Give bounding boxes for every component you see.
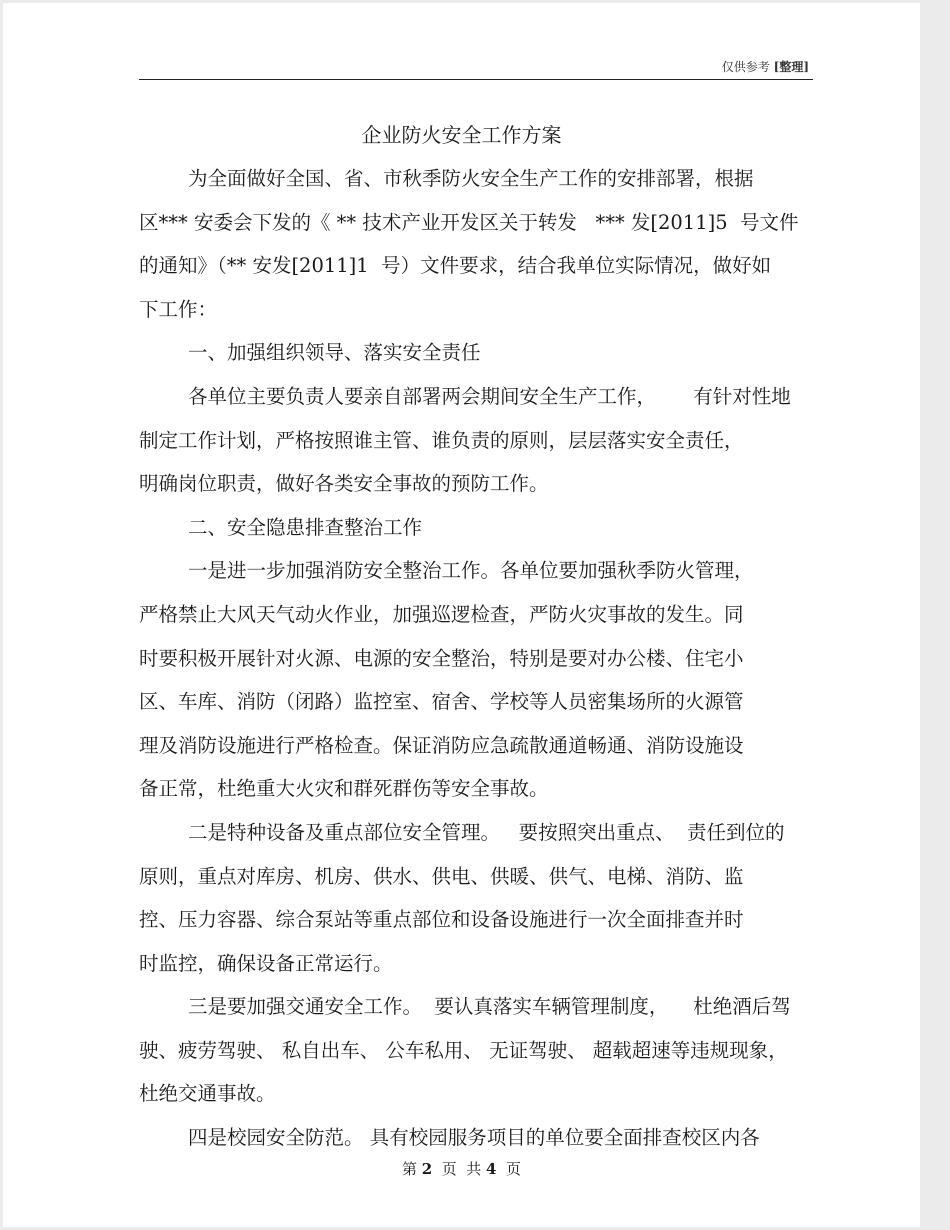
text-line: 备正常，杜绝重大火灾和群死群伤等安全事故。 xyxy=(139,777,549,801)
page-footer xyxy=(3,1158,920,1179)
text-line: 明确岗位职责，做好各类安全事故的预防工作。 xyxy=(139,472,549,496)
text-line: 控、压力容器、综合泵站等重点部位和设备设施进行一次全面排查并时 xyxy=(139,908,744,932)
text-line: 制定工作计划，严格按照谁主管、谁负责的原则，层层落实安全责任， xyxy=(139,428,744,452)
text-line: 三是要加强交通安全工作。 要认真落实车辆管理制度， 杜绝酒后驾 xyxy=(188,995,791,1019)
text-line: 时监控，确保设备正常运行。 xyxy=(139,951,393,975)
text-line: 四是校园安全防范。 具有校园服务项目的单位要全面排查校区内各 xyxy=(188,1126,760,1150)
text-line: 各单位主要负责人要亲自部署两会期间安全生产工作， 有针对性地 xyxy=(188,384,791,408)
footer-total-pages: 4 xyxy=(486,1160,497,1178)
footer-middle: 页 共 xyxy=(432,1160,487,1178)
text-line: 理及消防设施进行严格检查。保证消防应急疏散通道畅通、消防设施设 xyxy=(139,733,744,757)
footer-page-number: 2 xyxy=(421,1160,433,1178)
header-divider xyxy=(139,79,813,80)
header-note-text: 仅供参考 xyxy=(721,60,770,74)
footer-prefix: 第 xyxy=(401,1160,422,1178)
text-line: 一是进一步加强消防安全整治工作。各单位要加强秋季防火管理， xyxy=(188,559,754,583)
header-note xyxy=(722,58,809,75)
text-line: 严格禁止大风天气动火作业，加强巡逻检查，严防火灾事故的发生。同 xyxy=(139,602,744,626)
text-line: 为全面做好全国、省、市秋季防火安全生产工作的安排部署，根据 xyxy=(188,167,754,190)
text-line: 二、安全隐患排查整治工作 xyxy=(188,515,423,539)
document-title: 企业防火安全工作方案 xyxy=(361,123,562,147)
text-line: 下工作： xyxy=(139,297,218,321)
document-page xyxy=(3,3,920,1227)
text-line: 二是特种设备及重点部位安全管理。 要按照突出重点、 责任到位的 xyxy=(188,820,785,844)
text-line: 杜绝交通事故。 xyxy=(139,1082,276,1106)
text-line: 区*** 安委会下发的《 ** 技术产业开发区关于转发 *** 发[2011]5 号文件 xyxy=(139,210,799,234)
text-line: 驶、疲劳驾驶、 私自出车、 公车私用、 无证驾驶、 超载超速等违规现象， xyxy=(139,1038,788,1062)
text-line: 时要积极开展针对火源、电源的安全整治，特别是要对办公楼、住宅小 xyxy=(139,646,744,670)
document-body xyxy=(139,157,819,1160)
footer-suffix: 页 xyxy=(496,1160,522,1178)
text-line: 一、加强组织领导、落实安全责任 xyxy=(188,341,481,365)
text-line: 的通知》（** 安发[2011]1 号）文件要求，结合我单位实际情况，做好如 xyxy=(139,254,772,278)
text-line: 区、车库、消防（闭路）监控室、宿舍、学校等人员密集场所的火源管 xyxy=(139,690,744,714)
header-note-bracket: [整理] xyxy=(773,60,809,74)
text-line: 原则，重点对库房、机房、供水、供电、供暖、供气、电梯、消防、监 xyxy=(139,864,744,888)
